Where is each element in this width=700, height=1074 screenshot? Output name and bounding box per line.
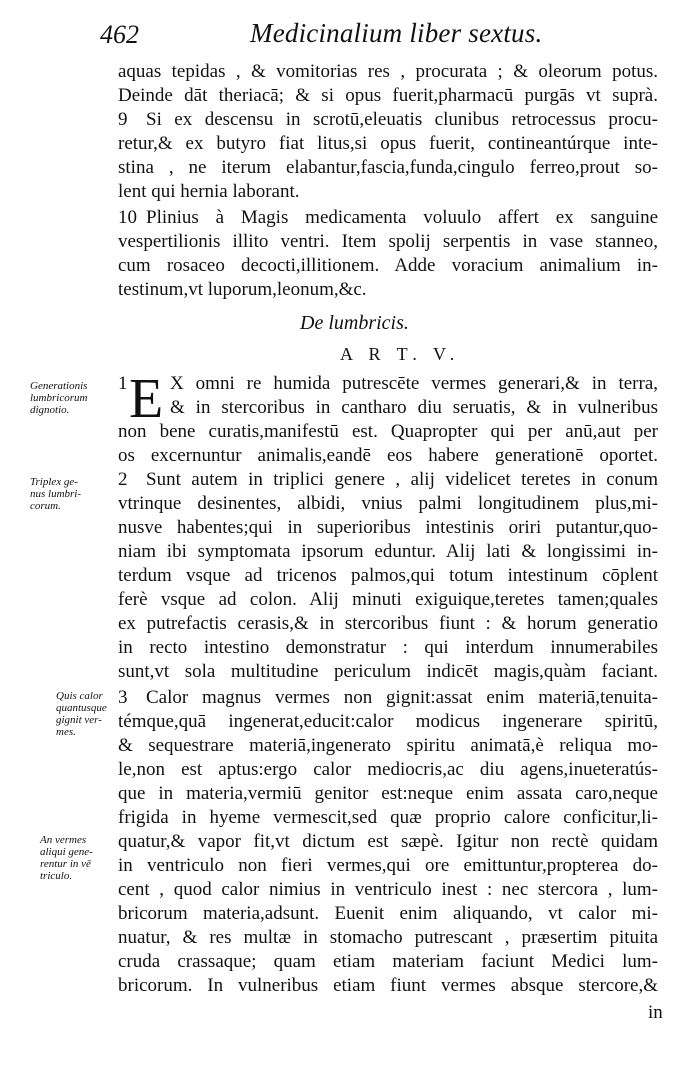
marginal-note bbox=[40, 834, 120, 882]
text-line-body: Si ex descensu in scrotū,eleuatis clunibus retrocessus procu- bbox=[146, 109, 658, 130]
paragraph-number: 3 bbox=[118, 687, 128, 708]
text-line: retur,& ex butyro fiat litus,si opus fuerit, contineantúrque inte- bbox=[118, 133, 658, 154]
text-line: aquas tepidas , & vomitorias res , procurata ; & oleorum potus. bbox=[118, 61, 658, 82]
text-line-body: Calor magnus vermes non gignit:assat enim materiā,tenuita- bbox=[146, 687, 658, 708]
text-line: que in materia,vermiū genitor est:neque enim assata caro,neque bbox=[118, 783, 658, 804]
text-line: stina , ne iterum elabantur,fascia,funda,cingulo ferreo,prout so- bbox=[118, 157, 658, 178]
marginal-note-line: lumbricorum bbox=[30, 392, 88, 404]
text-line bbox=[118, 108, 658, 132]
paragraph-number: 2 bbox=[118, 469, 128, 490]
marginal-note-line: aliqui gene- bbox=[40, 846, 93, 858]
marginal-note bbox=[56, 690, 120, 738]
text-line: & sequestrare materiā,ingenerato spiritu animatā,è reliqua mo- bbox=[118, 735, 658, 756]
text-line: le,non est aptus:ergo calor mediocris,ac diu agens,inueteratús- bbox=[118, 759, 658, 780]
article-heading: A R T. V. bbox=[340, 344, 461, 364]
text-line: ferè vsque ad colon. Alij minuti exiguique,teretes tamen;quales bbox=[118, 589, 658, 610]
text-line: non bene curatis,manifestū est. Quapropter qui per anū,aut per bbox=[118, 421, 658, 442]
text-line: Deinde dāt theriacā; & si opus fuerit,pharmacū purgās vt suprà. bbox=[118, 85, 658, 106]
text-line: niam ibi symptomata ipsorum eduntur. Alij lati & longissimi in- bbox=[118, 541, 658, 562]
text-line: quatur,& vapor fit,vt dictum est sæpè. Igitur non rectè quidam bbox=[118, 831, 658, 852]
text-line: vespertilionis illito ventri. Item spolij serpentis in vase stanneo, bbox=[118, 231, 658, 252]
marginal-note-line: Triplex ge- bbox=[30, 476, 78, 488]
text-line: bricorum. In vulneribus etiam fiunt vermes absque stercore,& bbox=[118, 975, 658, 996]
text-line: X omni re humida putrescēte vermes generari,& in terra, bbox=[170, 373, 658, 394]
text-line-body: Plinius à Magis medicamenta voluulo affert ex sanguine bbox=[146, 207, 658, 228]
marginal-note-line: quantusque bbox=[56, 702, 107, 714]
page-number: 462 bbox=[100, 20, 139, 49]
marginal-note-line: An vermes bbox=[40, 834, 87, 846]
drop-cap: E bbox=[129, 368, 164, 430]
catchword: in bbox=[648, 1002, 663, 1023]
page-header bbox=[100, 14, 660, 48]
marginal-note-line: rentur in vē bbox=[40, 858, 91, 870]
marginal-note-line: corum. bbox=[30, 500, 61, 512]
text-line: in ventriculo non fieri vermes,qui ore emittuntur,propterea do- bbox=[118, 855, 658, 876]
text-line: cent , quod calor nimius in ventriculo inest : nec stercora , lum- bbox=[118, 879, 658, 900]
marginal-note-line: gignit ver- bbox=[56, 714, 102, 726]
text-line: témque,quā ingenerat,educit:calor modicus ingenerare spiritū, bbox=[118, 711, 658, 732]
text-line-body: Sunt autem in triplici genere , alij videlicet teretes in conum bbox=[146, 469, 658, 490]
text-line: cruda crassaque; quam etiam materiam faciunt Medici lum- bbox=[118, 951, 658, 972]
text-line: sunt,vt sola multitudine periculum indicēt magis,quàm faciant. bbox=[118, 661, 658, 682]
text-line: terdum vsque ad tricenos palmos,qui totum intestinum cōplent bbox=[118, 565, 658, 586]
section-title: De lumbricis. bbox=[300, 312, 409, 334]
paragraph-number: 9 bbox=[118, 109, 128, 130]
marginal-note-line: nus lumbri- bbox=[30, 488, 82, 500]
text-line: bricorum materia,adsunt. Euenit enim aliquando, vt calor mi- bbox=[118, 903, 658, 924]
marginal-note-line: dignotio. bbox=[30, 404, 70, 416]
text-line: nusve habentes;qui in superioribus intestinis oriri putantur,quo- bbox=[118, 517, 658, 538]
marginal-note-line: mes. bbox=[56, 726, 76, 738]
running-title: Medicinalium liber sextus. bbox=[250, 18, 543, 48]
text-line: vtrinque desinentes, albidi, vnius palmi longitudinem plus,mi- bbox=[118, 493, 658, 514]
text-line bbox=[118, 206, 658, 230]
text-line: testinum,vt luporum,leonum,&c. bbox=[118, 279, 367, 300]
marginal-note-line: Generationis bbox=[30, 380, 88, 392]
text-line: frigida in hyeme vermescit,sed quæ proprio calore conficitur,li- bbox=[118, 807, 658, 828]
text-line: ex putrefactis cerasis,& in stercoribus fiunt : & horum generatio bbox=[118, 613, 658, 634]
marginal-note bbox=[30, 380, 120, 416]
paragraph-number: 10 bbox=[118, 207, 137, 228]
marginal-note-line: triculo. bbox=[40, 870, 73, 882]
text-line: os excernuntur animalis,eandē eos habere generationē oportet. bbox=[118, 445, 658, 466]
text-line: in recto intestino demonstratur : qui interdum innumerabiles bbox=[118, 637, 658, 658]
text-line: nuatur, & res multæ in stomacho putrescant , præsertim pituita bbox=[118, 927, 658, 948]
text-line bbox=[118, 468, 658, 492]
text-line: lent qui hernia laborant. bbox=[118, 181, 300, 202]
text-line: cum rosaceo decocti,illitionem. Adde voracium animalium in- bbox=[118, 255, 658, 276]
marginal-note bbox=[30, 476, 120, 512]
marginal-note-line: Quis calor bbox=[56, 690, 103, 702]
text-line: & in stercoribus in cantharo diu seruatis, & in vulneribus bbox=[170, 397, 658, 418]
paragraph-number: 1 bbox=[118, 373, 128, 394]
text-line bbox=[118, 686, 658, 710]
